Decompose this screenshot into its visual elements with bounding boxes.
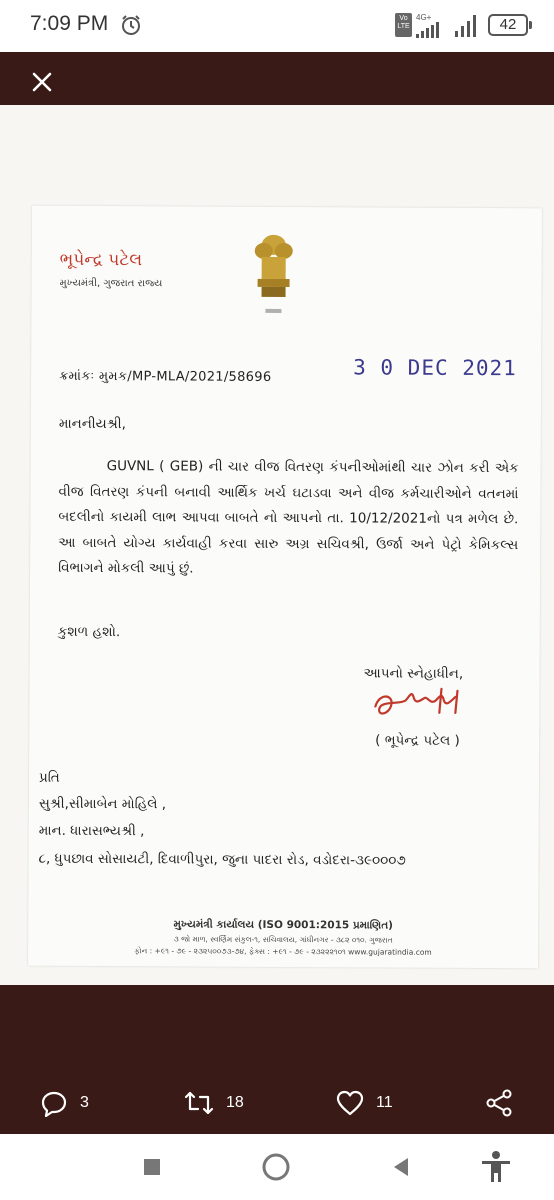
accessibility-icon[interactable] [480, 1150, 512, 1184]
state-emblem-icon [245, 225, 302, 325]
letter-page [28, 206, 542, 969]
share-button[interactable] [484, 1088, 514, 1118]
letter-photo [0, 105, 554, 985]
heart-icon [336, 1090, 364, 1116]
like-button[interactable] [336, 1088, 393, 1118]
closing-line: કુશળ હશો. [57, 623, 121, 641]
tweet-action-bar [0, 1078, 554, 1134]
signatory-name: ( ભૂપેન્દ્ર પટેલ ) [375, 732, 460, 749]
reference-number: ક્રમાંકઃ મુમક/MP-MLA/2021/58696 [59, 368, 272, 385]
system-nav-bar [0, 1134, 554, 1200]
reply-count: 3 [80, 1094, 89, 1111]
retweet-count: 18 [226, 1094, 244, 1111]
retweet-icon [184, 1089, 214, 1117]
alarm-clock-icon [120, 14, 142, 36]
sender-name: ભૂપેન્દ્ર પટેલ [59, 249, 143, 271]
like-count: 11 [376, 1094, 393, 1111]
handwritten-signature [369, 682, 469, 723]
reply-icon [40, 1089, 68, 1117]
sender-title: મુખ્યમંત્રી, ગુજરાત રાજ્ય [59, 277, 163, 290]
footer-address: ૩ જો માળ, સ્વર્ણિમ સંકુલ-૧, સચિવાલય, ગાંધીનગર - ૩૮૨ ૦૧૦. ગુજરાત [173, 934, 393, 945]
reply-button[interactable] [40, 1088, 89, 1118]
recipient-name: સુશ્રી,સીમાબેન મોહિલે , [38, 795, 167, 813]
signal-icon [416, 22, 450, 38]
footer-office: મુખ્યમંત્રી કાર્યાલય (ISO 9001:2015 પ્રમાણિત) [173, 918, 394, 932]
recipient-address: ૮, ધુપછાવ સોસાયટી, દિવાળીપુરા, જુના પાદરા રોડ, વડોદરા-૩૯૦૦૦૭ [38, 850, 406, 869]
battery-indicator: 42 [488, 14, 528, 36]
signal-secondary-icon [455, 15, 481, 37]
to-label: પ્રતિ [38, 769, 60, 786]
volte-icon: Vo LTE [395, 13, 412, 37]
retweet-button[interactable] [184, 1088, 244, 1118]
home-icon[interactable] [261, 1152, 291, 1182]
date-stamp: 3 0 DEC 2021 [353, 355, 517, 381]
footer-contact: ફોન : +૯૧ - ૭૯ - ૨૩૨૫૦૦૭૩-૭૪, ફેક્સ : +૯૧ - ૭૯ - ૨૩૨૨૨૧૦૧ www.gujaratindia.com [134, 946, 432, 957]
recipient-post: માન. ધારાસભ્યશ્રી , [38, 822, 145, 840]
back-icon[interactable] [392, 1157, 410, 1177]
letter-body-text: GUVNL ( GEB) ની ચાર વીજ વિતરણ કંપનીઓમાંથી ચાર ઝોન કરી એક વીજ વિતરણ કંપની બનાવી આર્થિક ખર્ચ ઘટાડવા અને વીજ કર્મચારીઓને વતનમાં બદલીનો કાયમી લાભ આપવા બાબતે નો આપનો તા. 10/12/2021નો પત્ર મળેલ છે. આ બાબતે યોગ્ય કાર્યવાહી કરવા સારુ અગ્ર સચિવશ્રી, ઉર્જા અને પેટ્રો કેમિકલ્સ વિભાગને મોકલી આપું છું. [58, 458, 519, 577]
letter-body [58, 454, 519, 584]
salutation: માનનીયશ્રી, [58, 415, 126, 433]
status-time: 7:09 PM [30, 12, 109, 35]
recent-apps-icon[interactable] [143, 1158, 161, 1176]
regards-line: આપનો સ્નેહાધીન, [363, 665, 464, 682]
network-type-label: 4G+ [416, 13, 432, 22]
share-icon [484, 1088, 514, 1118]
close-icon[interactable] [24, 64, 60, 100]
status-bar [0, 0, 554, 52]
